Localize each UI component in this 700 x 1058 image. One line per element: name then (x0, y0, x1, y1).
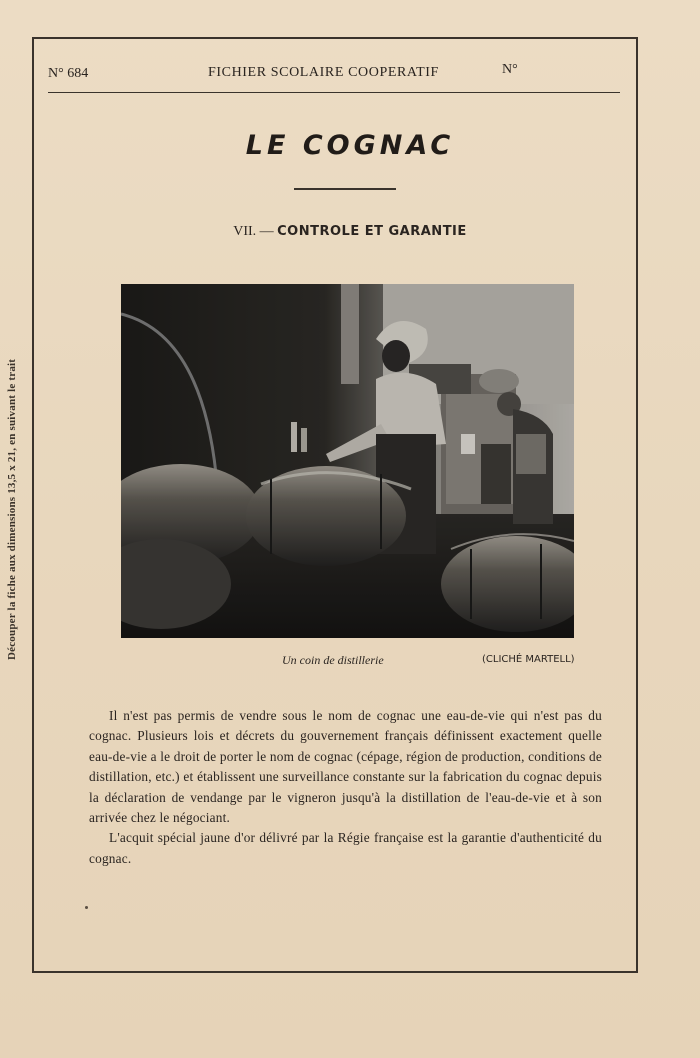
title-divider (294, 188, 396, 190)
card-number: N° 684 (48, 66, 89, 81)
body-text (89, 706, 602, 869)
header-title: FICHIER SCOLAIRE COOPERATIF (208, 65, 439, 80)
card-number-blank: N° (502, 62, 518, 77)
cut-instruction: Découper la fiche aux dimensions 13,5 x 21, en suivant le trait (6, 358, 18, 660)
page-title: LE COGNAC (245, 130, 455, 161)
paragraph: L'acquit spécial jaune d'or délivré par la Régie française est la garantie d'authenticité du cognac. (89, 830, 602, 866)
section-number: VII. — (233, 224, 274, 239)
paragraph: Il n'est pas permis de vendre sous le nom de cognac une eau-de-vie qui n'est pas du cognac. Plusieurs lois et décrets du gouvernement français définissent exactement quelle eau-de-vie a le droit de porter le nom de cognac (cépage, région de production, conditions de distillation, etc.) et établissent une surveillance constante sur la fabrication du cognac depuis la déclaration de vendange par le vigneron jusqu'à la distillation de l'eau-de-vie et à son arrivée chez le négociant. (89, 708, 602, 826)
distillery-photo (121, 284, 574, 638)
header (48, 62, 620, 93)
photo-caption: Un coin de distillerie (282, 653, 384, 667)
photo-credit: (CLICHÉ MARTELL) (482, 654, 575, 665)
photo-drawing (121, 284, 574, 638)
section-title: CONTROLE ET GARANTIE (277, 224, 467, 239)
section-heading (0, 224, 700, 240)
paper-speck (85, 906, 88, 909)
